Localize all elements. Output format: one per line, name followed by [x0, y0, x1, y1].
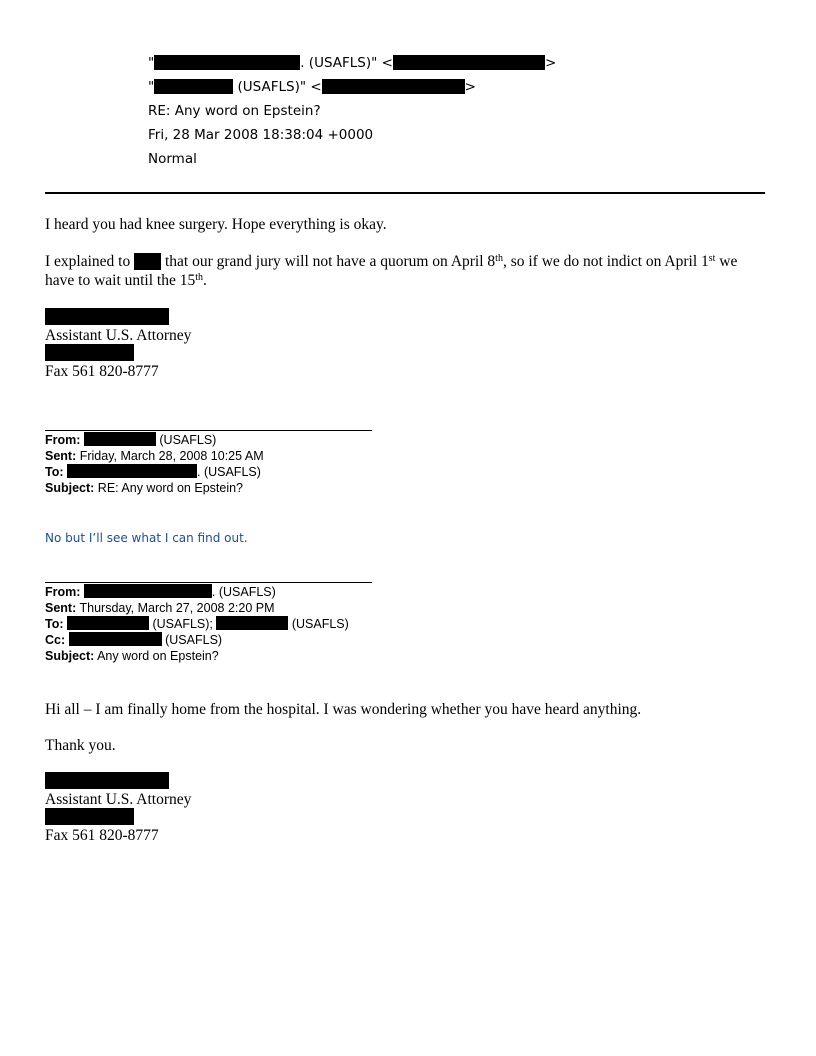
quote-mark: " [148, 79, 155, 95]
redaction-bar [154, 79, 233, 94]
redaction-bar [84, 584, 212, 598]
quote1-reply: No but I’ll see what I can find out. [45, 531, 248, 545]
quote1-subject-value: RE: Any word on Epstein? [94, 481, 244, 495]
to-mid: (USAFLS)" < [233, 79, 322, 95]
redaction-bar [134, 253, 161, 270]
quote2-from-row [45, 584, 645, 600]
quote2-sent-value: Thursday, March 27, 2008 2:20 PM [76, 601, 275, 615]
redaction-bar [67, 464, 197, 478]
subject-value: RE: Any word on Epstein? [148, 103, 321, 119]
signature-phone-redaction [45, 344, 134, 361]
signature2-name-redaction [45, 772, 169, 789]
p2-text: . [203, 272, 207, 289]
quote1-to-label: To: [45, 465, 64, 479]
redaction-bar [67, 616, 149, 630]
quoted-header-2 [45, 584, 645, 664]
quoted-header-1 [45, 432, 645, 496]
quote2-sent-label: Sent: [45, 601, 77, 615]
superscript: st [708, 253, 716, 264]
to-value [148, 79, 476, 95]
p2-text: that our grand jury will not have a quorum on April 8 [161, 253, 496, 270]
superscript: th [195, 272, 204, 283]
p2-text: we have to wait until the 15 [45, 253, 738, 289]
quote2-subject-row [45, 648, 645, 664]
quote2-sent-row [45, 600, 645, 616]
from-mid: . (USAFLS)" < [300, 55, 393, 71]
redaction-bar [216, 616, 288, 630]
redaction-bar [393, 55, 545, 70]
quote1-to-row [45, 464, 645, 480]
quote2-subject-label: Subject: [45, 649, 95, 663]
quote1-sent-label: Sent: [45, 449, 77, 463]
quote2-to-label: To: [45, 617, 64, 631]
header-divider [45, 192, 765, 194]
quote2-cc-value: (USAFLS) [161, 633, 223, 647]
quote2-body-2: Thank you. [45, 737, 116, 754]
quote2-subject-value: Any word on Epstein? [94, 649, 219, 663]
redaction-bar [69, 632, 162, 646]
redaction-bar [84, 432, 156, 446]
superscript: th [495, 253, 503, 264]
from-end: > [544, 55, 557, 71]
quote2-from-value: . (USAFLS) [211, 585, 276, 599]
signature2-fax: Fax 561 820-8777 [45, 827, 159, 844]
to-end: > [464, 79, 476, 95]
quote-divider [45, 430, 372, 431]
importance-value: Normal [148, 151, 197, 167]
body-line-1: I heard you had knee surgery. Hope everything is okay. [45, 216, 387, 233]
redaction-bar [154, 55, 300, 70]
quote-divider [45, 582, 372, 583]
quote1-sent-value: Friday, March 28, 2008 10:25 AM [76, 449, 264, 463]
quote2-body-1: Hi all – I am finally home from the hospital. I was wondering whether you have heard anything. [45, 701, 642, 718]
quote2-from-label: From: [45, 585, 81, 599]
p2-text: I explained to [45, 253, 135, 270]
quote2-to-row [45, 616, 645, 632]
signature2-title: Assistant U.S. Attorney [45, 791, 192, 808]
from-value [148, 55, 556, 71]
quote1-from-label: From: [45, 433, 81, 447]
signature2-phone-redaction [45, 808, 134, 825]
quote1-sent-row [45, 448, 645, 464]
body-paragraph-2 [45, 252, 765, 290]
quote1-to-value: . (USAFLS) [197, 465, 261, 479]
quote2-cc-row [45, 632, 645, 648]
p2-text: , so if we do not indict on April 1 [502, 253, 709, 270]
quote-mark: " [148, 55, 155, 71]
redaction-bar [322, 79, 465, 94]
quote2-to-value-2: (USAFLS) [288, 617, 349, 631]
quote2-to-value-1: (USAFLS); [149, 617, 217, 631]
signature-title: Assistant U.S. Attorney [45, 327, 192, 344]
quote1-from-value: (USAFLS) [155, 433, 217, 447]
quote1-subject-label: Subject: [45, 481, 95, 495]
signature-name-redaction [45, 308, 169, 325]
quote2-cc-label: Cc: [45, 633, 66, 647]
date-value: Fri, 28 Mar 2008 18:38:04 +0000 [148, 127, 374, 143]
quote1-subject-row [45, 480, 645, 496]
quote1-from-row [45, 432, 645, 448]
signature-fax: Fax 561 820-8777 [45, 363, 159, 380]
